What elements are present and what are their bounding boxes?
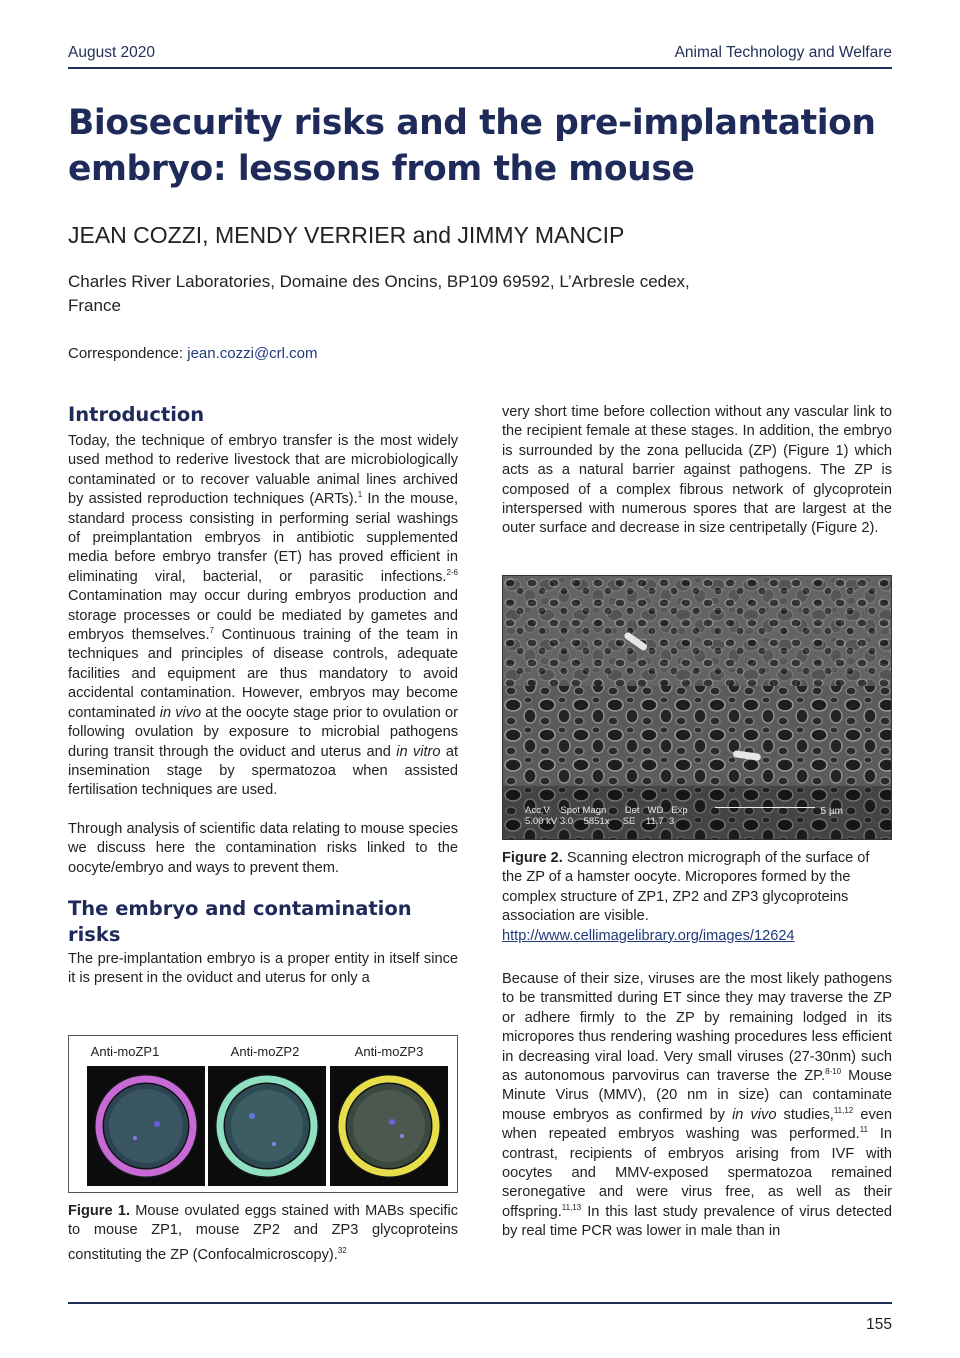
text-run: In the mouse, standard process consisting in performing serial washings of preimplantation embryos in antibiotic supplemented media before embryo transfer (ET) has proved efficient in eliminating viral, bacterial, or parasitic infections. bbox=[68, 491, 458, 585]
left-column bbox=[68, 402, 458, 989]
figure-1-label-zp3: Anti-moZP3 bbox=[354, 1044, 424, 1059]
right-column-top bbox=[502, 403, 892, 539]
running-header-date: August 2020 bbox=[68, 44, 156, 61]
text-run: In contrast, recipients of embryos arising from IVF with oocytes and MMV-exposed spermatozoa remained seronegative and were virus free, as well as their offspring. bbox=[502, 1126, 893, 1220]
citation-ref: 8-10 bbox=[825, 1067, 842, 1077]
meta-line: Acc.V Spot Magn Det WD Exp bbox=[525, 805, 688, 816]
running-header-journal: Animal Technology and Welfare bbox=[674, 44, 892, 61]
page-number: 155 bbox=[866, 1316, 892, 1333]
italic-term: in vivo bbox=[732, 1106, 777, 1123]
figure-2-micrograph bbox=[502, 575, 892, 840]
italic-term: in vitro bbox=[396, 743, 441, 760]
title-line-1: Biosecurity risks and the pre-implantation bbox=[68, 103, 876, 143]
text-run: Continuous training of the team in techniques and principles of disease controls, adequate facilities and equipment are thus mandatory to avoid accidental contamination. However, embryos may become contaminated bbox=[68, 627, 458, 721]
micrograph-metadata bbox=[525, 805, 688, 827]
text-run: Contamination may occur during embryos production and storage processes or could be mediated by gametes and embryos themselves. bbox=[68, 588, 458, 644]
introduction-heading: Introduction bbox=[68, 403, 205, 426]
affiliation bbox=[68, 270, 808, 318]
correspondence bbox=[68, 345, 318, 362]
figure-1-image bbox=[68, 1035, 458, 1193]
figure-2-caption bbox=[502, 849, 892, 945]
oocyte-zp1-panel bbox=[87, 1066, 205, 1186]
section-2-paragraph-1: The pre-implantation embryo is a proper entity in itself since it is present in the oviduct and uterus for only a bbox=[68, 950, 458, 987]
caption-text: Mouse ovulated eggs stained with MABs specific to mouse ZP1, mouse ZP2 and ZP3 glycoproteins constituting the ZP (Confocalmicroscopy). bbox=[68, 1203, 458, 1263]
caption-label: Figure 1. bbox=[68, 1203, 131, 1219]
affiliation-line-1: Charles River Laboratories, Domaine des Oncins, BP109 69592, L’Arbresle cedex, bbox=[68, 272, 690, 291]
oocyte-zp3-panel bbox=[330, 1066, 448, 1186]
citation-ref: 2-6 bbox=[446, 567, 458, 577]
introduction-paragraph-2: Through analysis of scientific data relating to mouse species we discuss here the contamination risks linked to the oocyte/embryo and ways to prevent them. bbox=[68, 820, 458, 876]
text-run: at insemination stage by spermatozoa when assisted fertilisation techniques are used. bbox=[68, 743, 459, 799]
text-run: Because of their size, viruses are the most likely pathogens to be transmitted during ET since they may traverse the ZP or adhere firmly to the ZP by remaining lodged in its micropores thus rendering washing procedures less efficient in decreasing viral load. Very small viruses (27-30nm) such as autonomous parvovirus can traverse the ZP. bbox=[502, 971, 892, 1085]
caption-label: Figure 2. bbox=[502, 850, 563, 866]
text-run: even when repeated embryos washing was performed. bbox=[502, 1106, 892, 1143]
correspondence-email-link[interactable]: jean.cozzi@crl.com bbox=[187, 345, 318, 362]
article-title bbox=[68, 100, 892, 192]
citation-ref: 11,12 bbox=[833, 1105, 854, 1115]
figure-1-caption bbox=[68, 1202, 458, 1265]
text-run: Mouse Minute Virus (MMV), (20 nm in size) can contaminate mouse embryos as confirmed by bbox=[502, 1068, 892, 1123]
citation-ref: 32 bbox=[337, 1245, 347, 1255]
meta-line: 5.00 kV 3.0 5851x SE 11.7 3 bbox=[525, 816, 675, 827]
right-paragraph-2 bbox=[502, 970, 892, 1242]
citation-ref: 1 bbox=[357, 490, 363, 500]
footer-rule bbox=[68, 1302, 892, 1304]
affiliation-line-2: France bbox=[68, 296, 121, 315]
figure-1-label-zp2: Anti-moZP2 bbox=[230, 1044, 300, 1059]
text-run: In this last study prevalence of virus detected by real time PCR was lower in male than in bbox=[502, 1203, 892, 1240]
micrograph-texture bbox=[503, 576, 892, 840]
figure-1-label-zp1: Anti-moZP1 bbox=[90, 1044, 160, 1059]
citation-ref: 7 bbox=[209, 626, 214, 636]
introduction-paragraph-1 bbox=[68, 432, 458, 801]
oocyte-zp2-panel bbox=[208, 1066, 326, 1186]
cell-image-library-link[interactable]: http://www.cellimagelibrary.org/images/12624 bbox=[502, 927, 795, 944]
right-column-bottom bbox=[502, 970, 892, 1242]
scale-bar bbox=[715, 807, 815, 808]
authors: JEAN COZZI, MENDY VERRIER and JIMMY MANCIP bbox=[68, 222, 625, 248]
citation-ref: 11,13 bbox=[561, 1203, 582, 1213]
scale-bar-label: 5 µm bbox=[820, 806, 843, 817]
heading-line: risks bbox=[68, 922, 121, 946]
citation-ref: 11 bbox=[859, 1125, 868, 1135]
text-run: at the oocyte stage prior to ovulation or following ovulation by exposure to microbial pathogens during transit through the oviduct and uterus and bbox=[68, 704, 458, 760]
section-2-heading bbox=[68, 896, 458, 948]
italic-term: in vivo bbox=[159, 704, 202, 721]
correspondence-label: Correspondence: bbox=[68, 345, 184, 362]
title-line-2: embryo: lessons from the mouse bbox=[68, 149, 695, 189]
text-run: Today, the technique of embryo transfer is the most widely used method to rederive livestock that are microbiologically contaminated or to recover valuable animal lines archived by assisted reproduction techniques (ARTs). bbox=[68, 433, 458, 508]
right-paragraph-1: very short time before collection without any vascular link to the recipient female at these stages. In addition, the embryo is surrounded by the zona pellucida (ZP) (Figure 1) which acts as a natural barrier against pathogens. The ZP is composed of a complex fibrous network of glycoprotein interspersed with numerous spores that are largest at the outer surface and decrease in size centripetally (Figure 2). bbox=[502, 404, 892, 537]
text-run: studies, bbox=[776, 1106, 834, 1123]
heading-line: The embryo and contamination bbox=[68, 896, 412, 920]
header-rule bbox=[68, 67, 892, 69]
caption-text: Scanning electron micrograph of the surface of the ZP of a hamster oocyte. Micropores formed by the complex structure of ZP1, ZP2 and ZP3 glycoproteins association are visible. bbox=[502, 850, 870, 925]
